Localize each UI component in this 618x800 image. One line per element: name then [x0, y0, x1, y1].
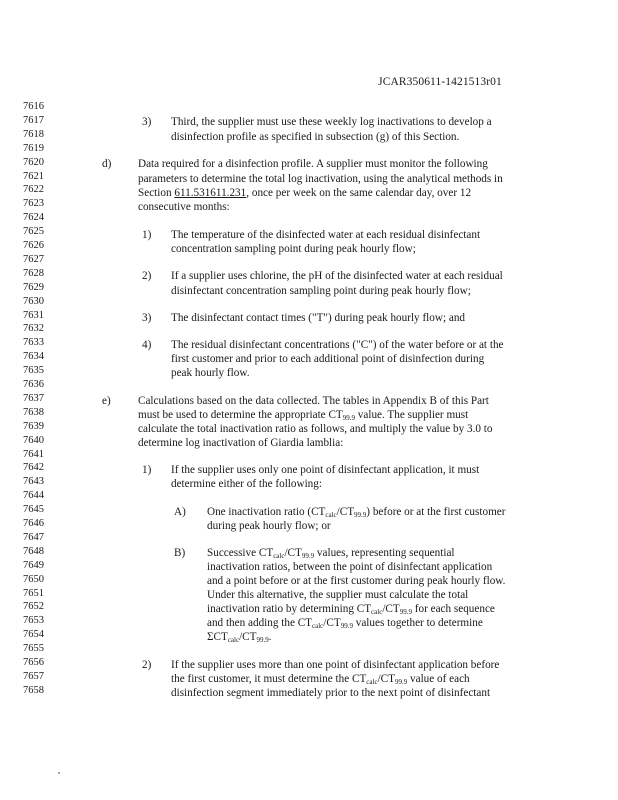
text-fragment: /CT — [336, 506, 355, 518]
text-fragment: value of each — [407, 673, 470, 685]
subscript: 99.9 — [256, 636, 269, 644]
text-line: calculate the total inactivation ratio as follows, and multiply the value by 3.0 to — [138, 423, 493, 435]
text-line — [207, 603, 495, 616]
text-line: If a supplier uses chlorine, the pH of the disinfected water at each residual — [171, 270, 503, 282]
text-fragment: values, representing sequential — [314, 547, 455, 559]
text-line — [171, 673, 470, 686]
text-line: disinfection segment immediately prior to the next point of disinfectant — [171, 687, 491, 699]
line-number: 7626 — [23, 240, 44, 251]
subscript: 99.9 — [399, 608, 412, 616]
line-number: 7618 — [23, 128, 44, 140]
text-line: The temperature of the disinfected water at each residual disinfectant — [171, 229, 481, 241]
text-fragment: ) before or at the first customer — [366, 506, 506, 518]
line-number: 7631 — [23, 309, 44, 321]
text-line: first customer and prior to each additional point of disinfection during — [171, 353, 485, 365]
subscript: calc — [371, 608, 383, 616]
line-number: 7627 — [23, 253, 44, 265]
line-number: 7640 — [23, 434, 44, 446]
subscript: 99.9 — [340, 622, 353, 630]
line-number: 7633 — [23, 337, 44, 349]
subscript: calc — [312, 622, 324, 630]
line-number: 7623 — [23, 198, 44, 210]
subscript: 99.9 — [301, 552, 315, 560]
text-line: inactivation ratios, between the point of disinfectant application — [207, 561, 493, 573]
document-id-header: JCAR350611-1421513r01 — [378, 76, 502, 88]
text-line: disinfectant concentration sampling point during peak hourly flow; — [171, 285, 471, 297]
text-fragment: , once per week on the same calendar day, over 12 — [246, 187, 472, 199]
text-line: disinfection profile as specified in subsection (g) of this Section. — [171, 131, 460, 143]
item-label: B) — [174, 547, 186, 559]
line-number: 7656 — [23, 657, 44, 668]
line-number: 7638 — [23, 406, 44, 418]
line-number: 7649 — [23, 559, 44, 571]
text-line — [207, 631, 272, 644]
line-number: 7636 — [23, 379, 44, 390]
text-fragment: /CT — [284, 547, 302, 559]
line-number: 7621 — [23, 170, 44, 182]
text-line: determine log inactivation of Giardia lamblia: — [138, 437, 344, 449]
subscript: calc — [273, 552, 285, 560]
item-label: 1) — [142, 229, 152, 241]
text-fragment: ΣCT — [207, 631, 228, 643]
text-line — [207, 617, 483, 630]
text-fragment: . — [268, 631, 272, 643]
line-number: 7648 — [23, 545, 44, 557]
line-number: 7619 — [23, 142, 44, 154]
text-line — [207, 547, 455, 560]
text-fragment: the first customer, it must determine the CT — [171, 673, 367, 685]
item-label: 2) — [142, 270, 152, 282]
item-label: 2) — [142, 659, 152, 671]
item-label: 3) — [142, 116, 152, 128]
line-number: 7643 — [23, 476, 44, 488]
text-line: consecutive months: — [138, 201, 230, 213]
line-number: 7620 — [23, 156, 44, 168]
text-line: concentration sampling point during peak hourly flow; — [171, 243, 416, 255]
text-fragment: and then adding the CT — [207, 617, 313, 629]
line-number: 7644 — [23, 490, 44, 502]
line-number: 7653 — [23, 615, 44, 627]
line-number: 7616 — [23, 101, 44, 112]
line-number: 7647 — [23, 531, 44, 543]
text-fragment: /CT — [239, 631, 257, 643]
text-line: Under this alternative, the supplier must calculate the total — [207, 589, 469, 601]
text-fragment: values together to determine — [352, 617, 483, 629]
item-label: 4) — [142, 339, 152, 351]
text-line: peak hourly flow. — [171, 367, 250, 379]
line-number: 7639 — [23, 420, 44, 432]
item-label: A) — [174, 506, 186, 518]
subscript: calc — [227, 636, 240, 644]
item-label: 1) — [142, 464, 152, 476]
text-line: Data required for a disinfection profile. A supplier must monitor the following — [138, 158, 488, 170]
text-fragment: Section — [138, 187, 175, 199]
subscript: 99.9 — [342, 414, 355, 422]
text-line: The disinfectant contact times ("T") during peak hourly flow; and — [171, 312, 466, 324]
text-line: Calculations based on the data collected. The tables in Appendix B of this Part — [138, 395, 489, 407]
text-fragment: value. The supplier must — [355, 409, 469, 421]
line-number: 7654 — [23, 629, 44, 641]
line-number: 7658 — [23, 684, 44, 696]
text-fragment: One inactivation ratio (CT — [207, 506, 326, 518]
text-line — [138, 187, 471, 199]
subscript: 99.9 — [354, 511, 367, 519]
subscript: calc — [366, 678, 378, 686]
text-line: during peak hourly flow; or — [207, 520, 331, 532]
text-line: and a point before or at the first customer during peak hourly flow. — [207, 575, 506, 587]
text-fragment: /CT — [323, 617, 341, 629]
section-reference-link[interactable]: 611.531611.231 — [174, 187, 247, 199]
text-line: If the supplier uses only one point of disinfectant application, it must — [171, 464, 480, 476]
text-line: If the supplier uses more than one point of disinfectant application before — [171, 659, 500, 671]
line-number: 7642 — [23, 462, 44, 474]
text-fragment: /CT — [382, 603, 400, 615]
subsection-label: e) — [102, 395, 111, 407]
line-number: 7617 — [23, 114, 44, 126]
line-number: 7629 — [23, 281, 44, 293]
line-number: 7650 — [23, 573, 44, 585]
line-number: 7655 — [23, 643, 44, 655]
subscript: calc — [325, 511, 337, 519]
text-fragment: Successive CT — [207, 547, 274, 559]
line-number: 7646 — [23, 518, 44, 529]
subsection-label: d) — [102, 158, 112, 170]
text-line: The residual disinfectant concentrations ("C") of the water before or at the — [171, 339, 504, 351]
line-number: 7634 — [23, 351, 44, 363]
text-line: Third, the supplier must use these weekly log inactivations to develop a — [171, 116, 492, 128]
text-line: parameters to determine the total log inactivation, using the analytical methods in — [138, 173, 503, 185]
text-line — [138, 409, 468, 422]
line-number: 7657 — [23, 670, 44, 682]
line-number: 7641 — [23, 448, 44, 460]
line-number: 7628 — [23, 267, 44, 279]
text-fragment: inactivation ratio by determining CT — [207, 603, 372, 615]
text-fragment: /CT — [377, 673, 395, 685]
subscript: 99.9 — [394, 678, 408, 686]
text-line: determine either of the following: — [171, 478, 322, 490]
line-number: 7632 — [23, 323, 44, 335]
line-number: 7635 — [23, 365, 44, 377]
line-number: 7652 — [23, 601, 44, 613]
text-fragment: must be used to determine the appropriate CT — [138, 409, 343, 421]
line-number: 7630 — [23, 295, 44, 307]
line-number: 7645 — [23, 504, 44, 516]
line-number: 7651 — [23, 587, 44, 599]
text-line — [207, 506, 505, 519]
line-number: 7624 — [23, 212, 44, 224]
line-number: 7622 — [23, 184, 44, 196]
item-label: 3) — [142, 312, 152, 324]
line-number: 7625 — [23, 226, 44, 238]
scan-speck — [58, 772, 60, 774]
text-fragment: for each sequence — [411, 603, 495, 615]
line-number: 7637 — [23, 392, 44, 404]
